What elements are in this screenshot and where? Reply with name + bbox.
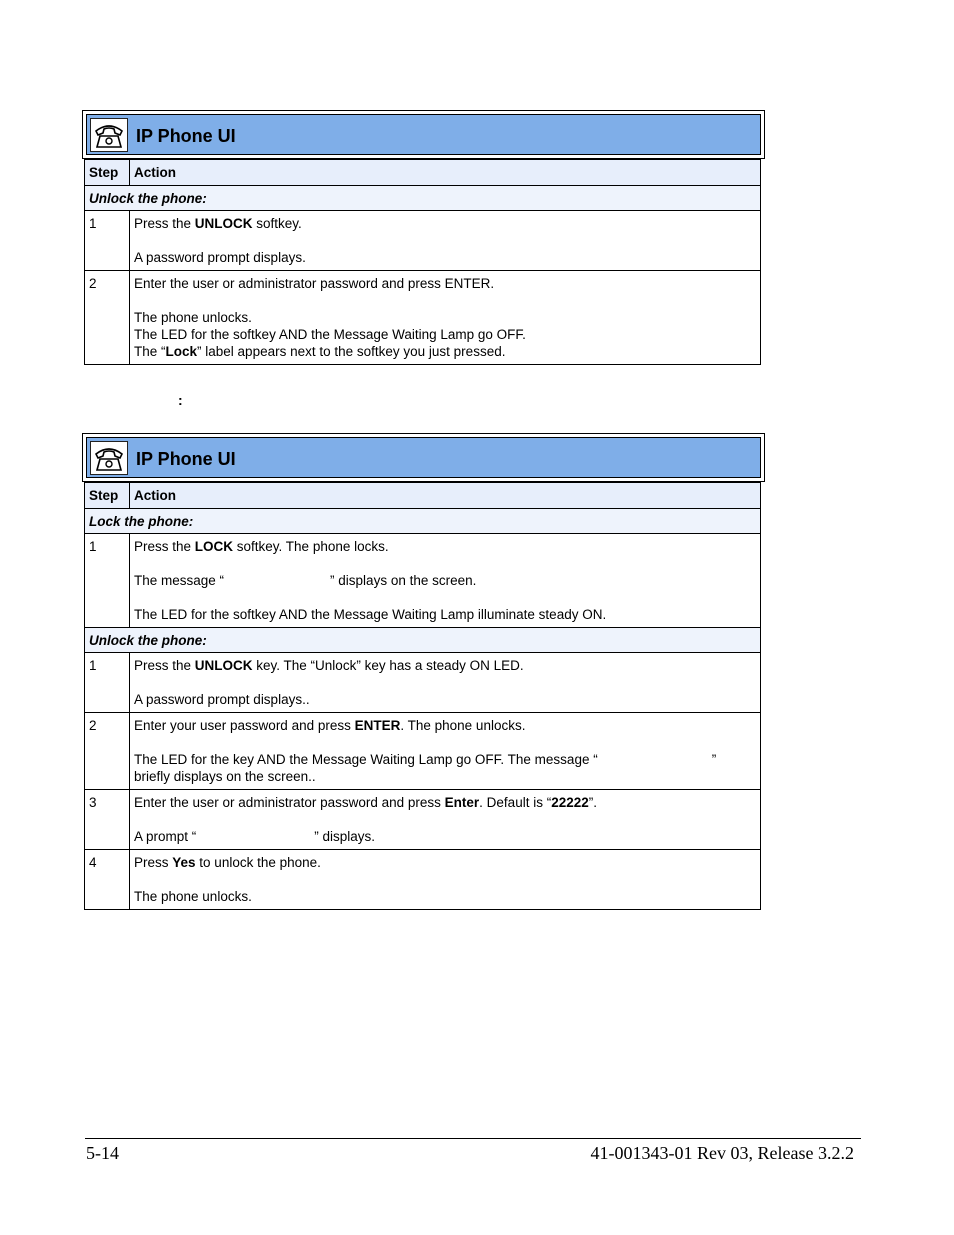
table-row bbox=[85, 211, 761, 271]
table-row bbox=[85, 790, 761, 850]
section-title: Unlock the phone: bbox=[85, 186, 761, 211]
section-row bbox=[85, 186, 761, 211]
step-action: Press the UNLOCK softkey. A password prompt displays. bbox=[130, 211, 761, 271]
banner-title: IP Phone UI bbox=[136, 126, 236, 146]
section-row bbox=[85, 509, 761, 534]
section-title: Lock the phone: bbox=[85, 509, 761, 534]
step-number: 1 bbox=[85, 653, 130, 713]
table-row bbox=[85, 271, 761, 365]
header-row bbox=[85, 160, 761, 186]
procedure-table-unlock bbox=[84, 110, 761, 365]
table-banner-frame bbox=[82, 110, 765, 159]
page-number: 5-14 bbox=[86, 1143, 119, 1163]
step-number: 4 bbox=[85, 850, 130, 910]
section-title: Unlock the phone: bbox=[85, 628, 761, 653]
col-step: Step bbox=[85, 483, 130, 509]
table-banner bbox=[86, 437, 761, 478]
step-action: Press the LOCK softkey. The phone locks. The message “ ” displays on the screen. The LED for the softkey AND the Message Waiting Lamp illuminate steady ON. bbox=[130, 534, 761, 628]
phone-icon bbox=[90, 441, 128, 475]
step-action: Enter the user or administrator password and press ENTER. The phone unlocks. The LED for the softkey AND the Message Waiting Lamp go OFF. The “Lock” label appears next to the softkey you just pressed. bbox=[130, 271, 761, 365]
col-action: Action bbox=[130, 483, 761, 509]
step-number: 3 bbox=[85, 790, 130, 850]
step-action: Press Yes to unlock the phone. The phone unlocks. bbox=[130, 850, 761, 910]
footer-divider bbox=[85, 1138, 861, 1139]
table-row bbox=[85, 850, 761, 910]
table-row bbox=[85, 653, 761, 713]
step-number: 1 bbox=[85, 211, 130, 271]
steps-table bbox=[84, 159, 761, 365]
step-action: Enter your user password and press ENTER. The phone unlocks. The LED for the key AND the Message Waiting Lamp go OFF. The message “ ” briefly displays on the screen.. bbox=[130, 713, 761, 790]
document-revision: 41-001343-01 Rev 03, Release 3.2.2 bbox=[590, 1143, 854, 1163]
step-number: 2 bbox=[85, 713, 130, 790]
stray-colon: : bbox=[178, 392, 183, 408]
section-row bbox=[85, 628, 761, 653]
col-action: Action bbox=[130, 160, 761, 186]
procedure-table-lock bbox=[84, 433, 761, 910]
phone-icon bbox=[90, 118, 128, 152]
table-banner bbox=[86, 114, 761, 155]
steps-table bbox=[84, 482, 761, 910]
step-action: Press the UNLOCK key. The “Unlock” key has a steady ON LED. A password prompt displays.. bbox=[130, 653, 761, 713]
banner-title: IP Phone UI bbox=[136, 449, 236, 469]
table-row bbox=[85, 713, 761, 790]
step-number: 1 bbox=[85, 534, 130, 628]
col-step: Step bbox=[85, 160, 130, 186]
step-action: Enter the user or administrator password and press Enter. Default is “22222”. A prompt “ ” displays. bbox=[130, 790, 761, 850]
header-row bbox=[85, 483, 761, 509]
table-banner-frame bbox=[82, 433, 765, 482]
table-row bbox=[85, 534, 761, 628]
step-number: 2 bbox=[85, 271, 130, 365]
